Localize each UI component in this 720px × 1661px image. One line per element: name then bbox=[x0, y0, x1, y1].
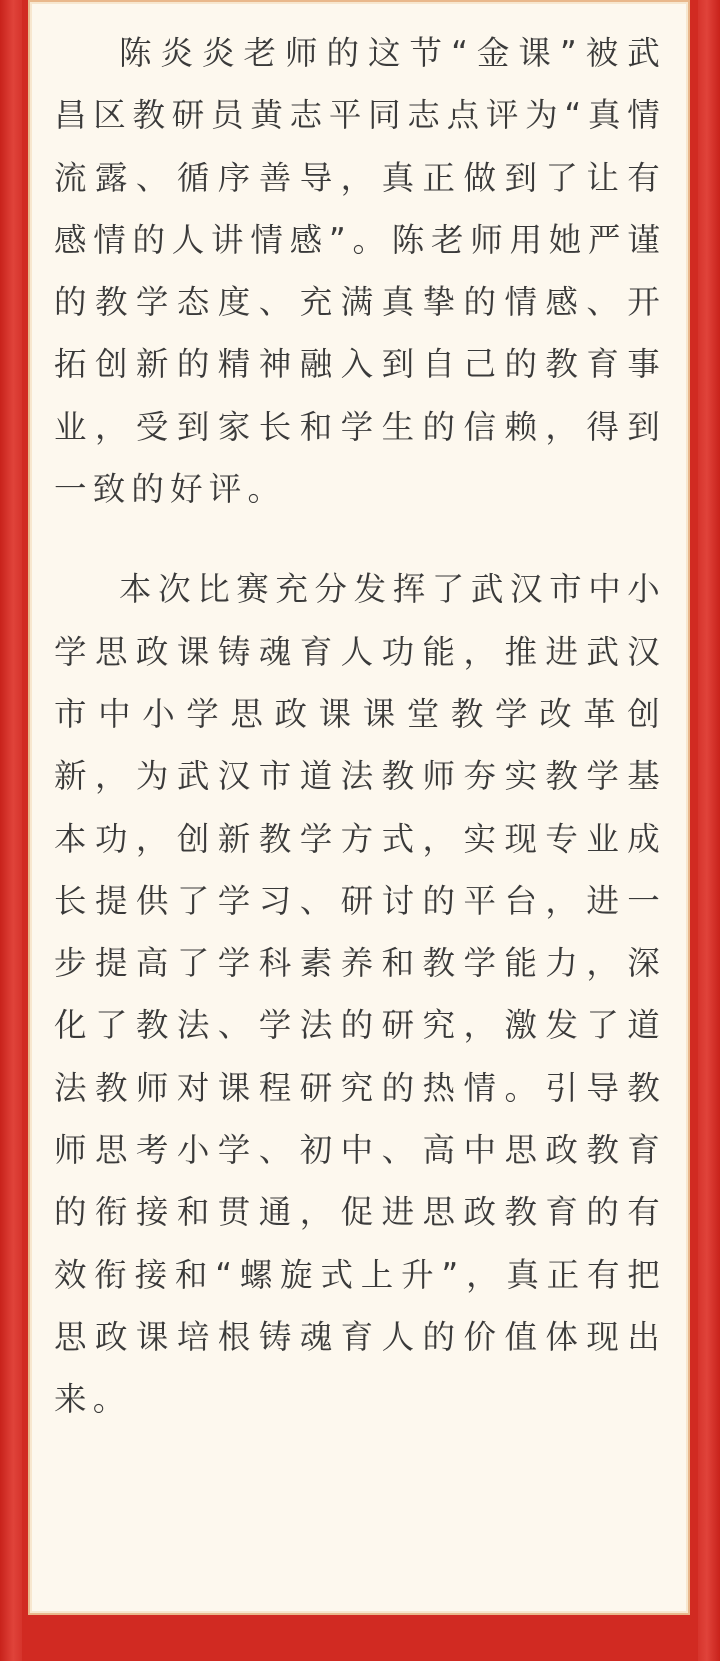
right-red-border bbox=[698, 0, 720, 1661]
left-red-border bbox=[0, 0, 22, 1661]
article-paragraph: 本次比赛充分发挥了武汉市中小学思政课铸魂育人功能，推进武汉市中小学思政课课堂教学改革创新，为武汉市道法教师夯实教学基本功，创新教学方式，实现专业成长提供了学习、研讨的平台，进一步提高了学科素养和教学能力，深化了教法、学法的研究，激发了道法教师对课程研究的热情。引导教师思考小学、初中、高中思政教育的衔接和贯通，促进思政教育的有效衔接和“螺旋式上升”，真正有把思政课培根铸魂育人的价值体现出来。 bbox=[54, 570, 666, 1419]
article-paragraph: 陈炎炎老师的这节“金课”被武昌区教研员黄志平同志点评为“真情流露、循序善导，真正做到了让有感情的人讲情感”。陈老师用她严谨的教学态度、充满真挚的情感、开拓创新的精神融入到自己的教育事业，受到家长和学生的信赖，得到一致的好评。 bbox=[54, 34, 666, 509]
article-body bbox=[54, 22, 666, 1431]
